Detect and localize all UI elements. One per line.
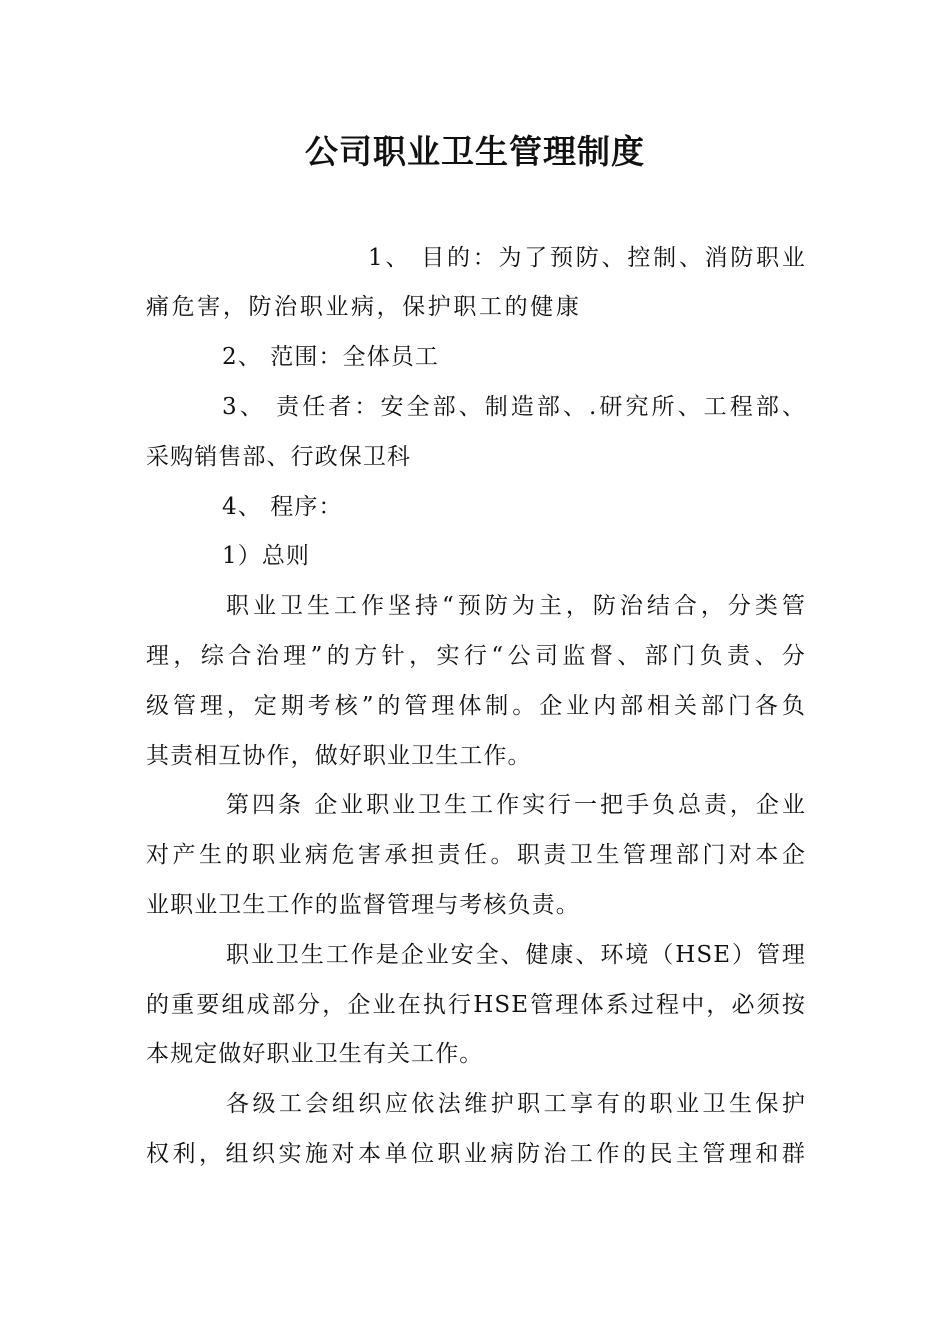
text-line: 业职业卫生工作的监督管理与考核负责。 <box>146 892 580 918</box>
text-line: 的重要组成部分，企业在执行HSE管理体系过程中，必须按 <box>146 992 806 1018</box>
text-line: 理，综合治理”的方针，实行“公司监督、部门负责、分 <box>146 643 806 669</box>
text-line: 第四条 企业职业卫生工作实行一把手负总责，企业 <box>226 792 806 818</box>
text-line: 对产生的职业病危害承担责任。职责卫生管理部门对本企 <box>146 842 806 868</box>
text-line: 其责相互协作，做好职业卫生工作。 <box>146 743 532 769</box>
text-line: 4、 程序： <box>222 494 343 520</box>
text-line: 权利，组织实施对本单位职业病防治工作的民主管理和群 <box>146 1141 806 1167</box>
text-line: 级管理，定期考核”的管理体制。企业内部相关部门各负 <box>146 693 806 719</box>
text-line: 职业卫生工作是企业安全、健康、环境（HSE）管理 <box>226 942 806 968</box>
text-line: 2、 范围：全体员工 <box>222 344 439 370</box>
text-line: 本规定做好职业卫生有关工作。 <box>146 1041 484 1067</box>
text-line: 采购销售部、行政保卫科 <box>146 444 412 470</box>
text-line: 职业卫生工作坚持“预防为主，防治结合，分类管 <box>226 593 806 619</box>
text-line: 各级工会组织应依法维护职工享有的职业卫生保护 <box>226 1091 806 1117</box>
text-line: 1）总则 <box>222 543 311 569</box>
text-line: 1、 目的：为了预防、控制、消防职业 <box>368 245 806 271</box>
text-line: 痛危害，防治职业病，保护职工的健康 <box>146 294 580 320</box>
document-title: 公司职业卫生管理制度 <box>305 132 645 171</box>
text-line: 3、 责任者：安全部、制造部、.研究所、工程部、 <box>222 394 806 420</box>
